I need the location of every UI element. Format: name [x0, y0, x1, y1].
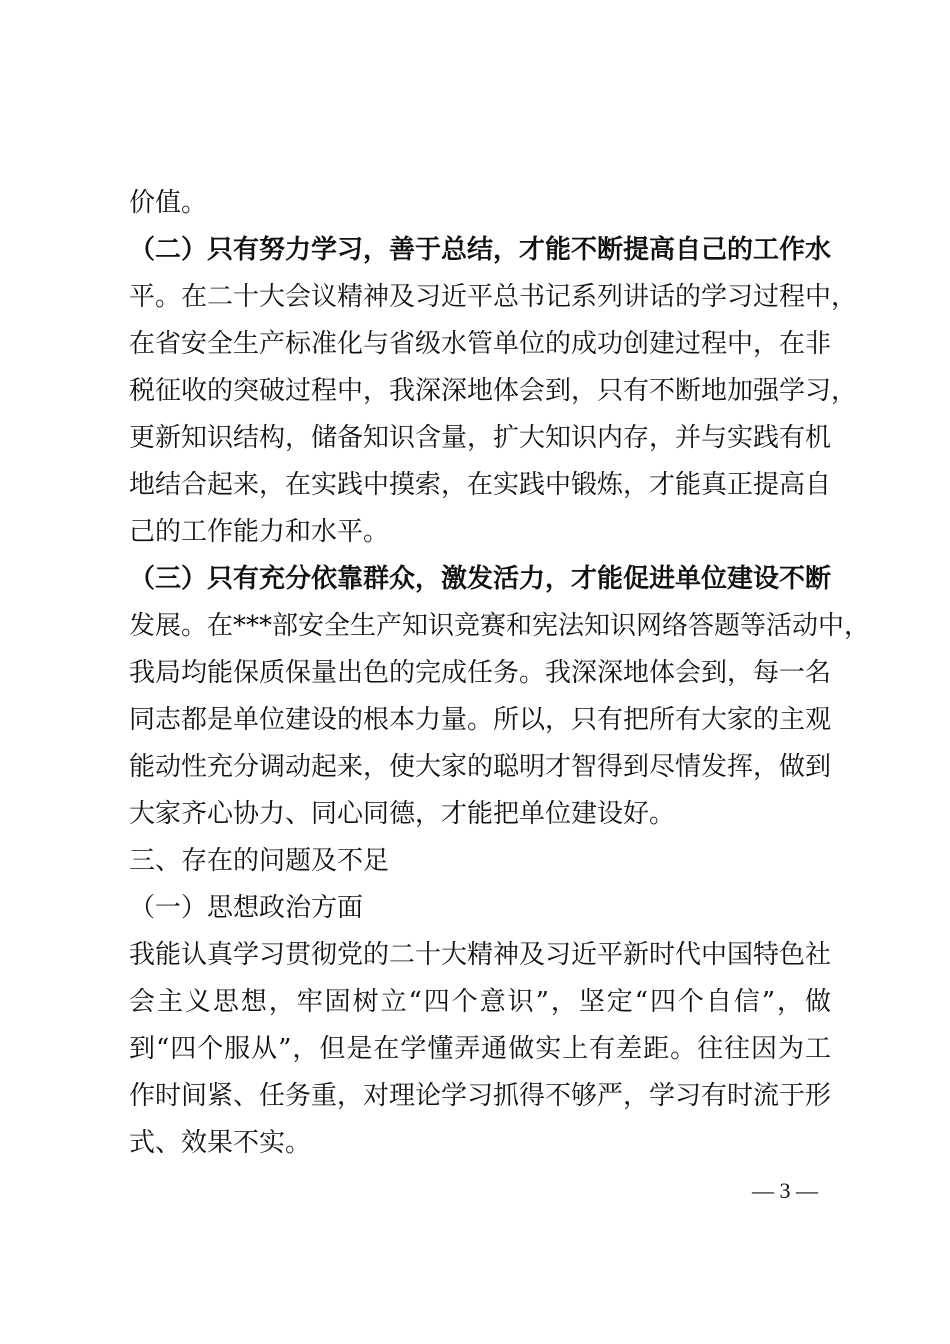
text-line: 我能认真学习贯彻党的二十大精神及习近平新时代中国特色社: [129, 940, 832, 970]
text-line: 价值。: [129, 188, 208, 218]
document-body: [129, 180, 871, 1167]
text-line: （三）只有充分依靠群众，激发活力，才能促进单位建设不断: [129, 564, 832, 594]
section-heading: 三、存在的问题及不足: [129, 846, 390, 876]
text-line: 能动性充分调动起来，使大家的聪明才智得到尽情发挥，做到: [129, 752, 832, 782]
text-line: 税征收的突破过程中，我深深地体会到，只有不断地加强学习，: [129, 376, 858, 406]
page-number: — 3 —: [752, 1178, 818, 1203]
text-line: 会主义思想，牢固树立“四个意识”，坚定“四个自信”，做: [129, 987, 831, 1017]
text-line: 地结合起来，在实践中摸索，在实践中锻炼，才能真正提高自: [129, 470, 832, 500]
text-line: 同志都是单位建设的根本力量。所以，只有把所有大家的主观: [129, 705, 832, 735]
text-line: 在省安全生产标准化与省级水管单位的成功创建过程中，在非: [129, 329, 832, 359]
subsection-heading: （一）思想政治方面: [129, 893, 364, 923]
text-line: 大家齐心协力、同心同德，才能把单位建设好。: [129, 799, 676, 829]
text-line: （二）只有努力学习，善于总结，才能不断提高自己的工作水: [129, 235, 832, 265]
text-line: 到“四个服从”，但是在学懂弄通做实上有差距。往往因为工: [129, 1034, 831, 1064]
text-line: 式、效果不实。: [129, 1128, 312, 1158]
text-line: 作时间紧、任务重，对理论学习抓得不够严，学习有时流于形: [129, 1081, 832, 1111]
text-line: 平。在二十大会议精神及习近平总书记系列讲话的学习过程中，: [129, 282, 858, 312]
text-line: 发展。在***部安全生产知识竞赛和宪法知识网络答题等活动中，: [129, 611, 871, 641]
text-line: 更新知识结构，储备知识含量，扩大知识内存，并与实践有机: [129, 423, 832, 453]
text-line: 我局均能保质保量出色的完成任务。我深深地体会到，每一名: [129, 658, 832, 688]
text-line: 己的工作能力和水平。: [129, 517, 390, 547]
